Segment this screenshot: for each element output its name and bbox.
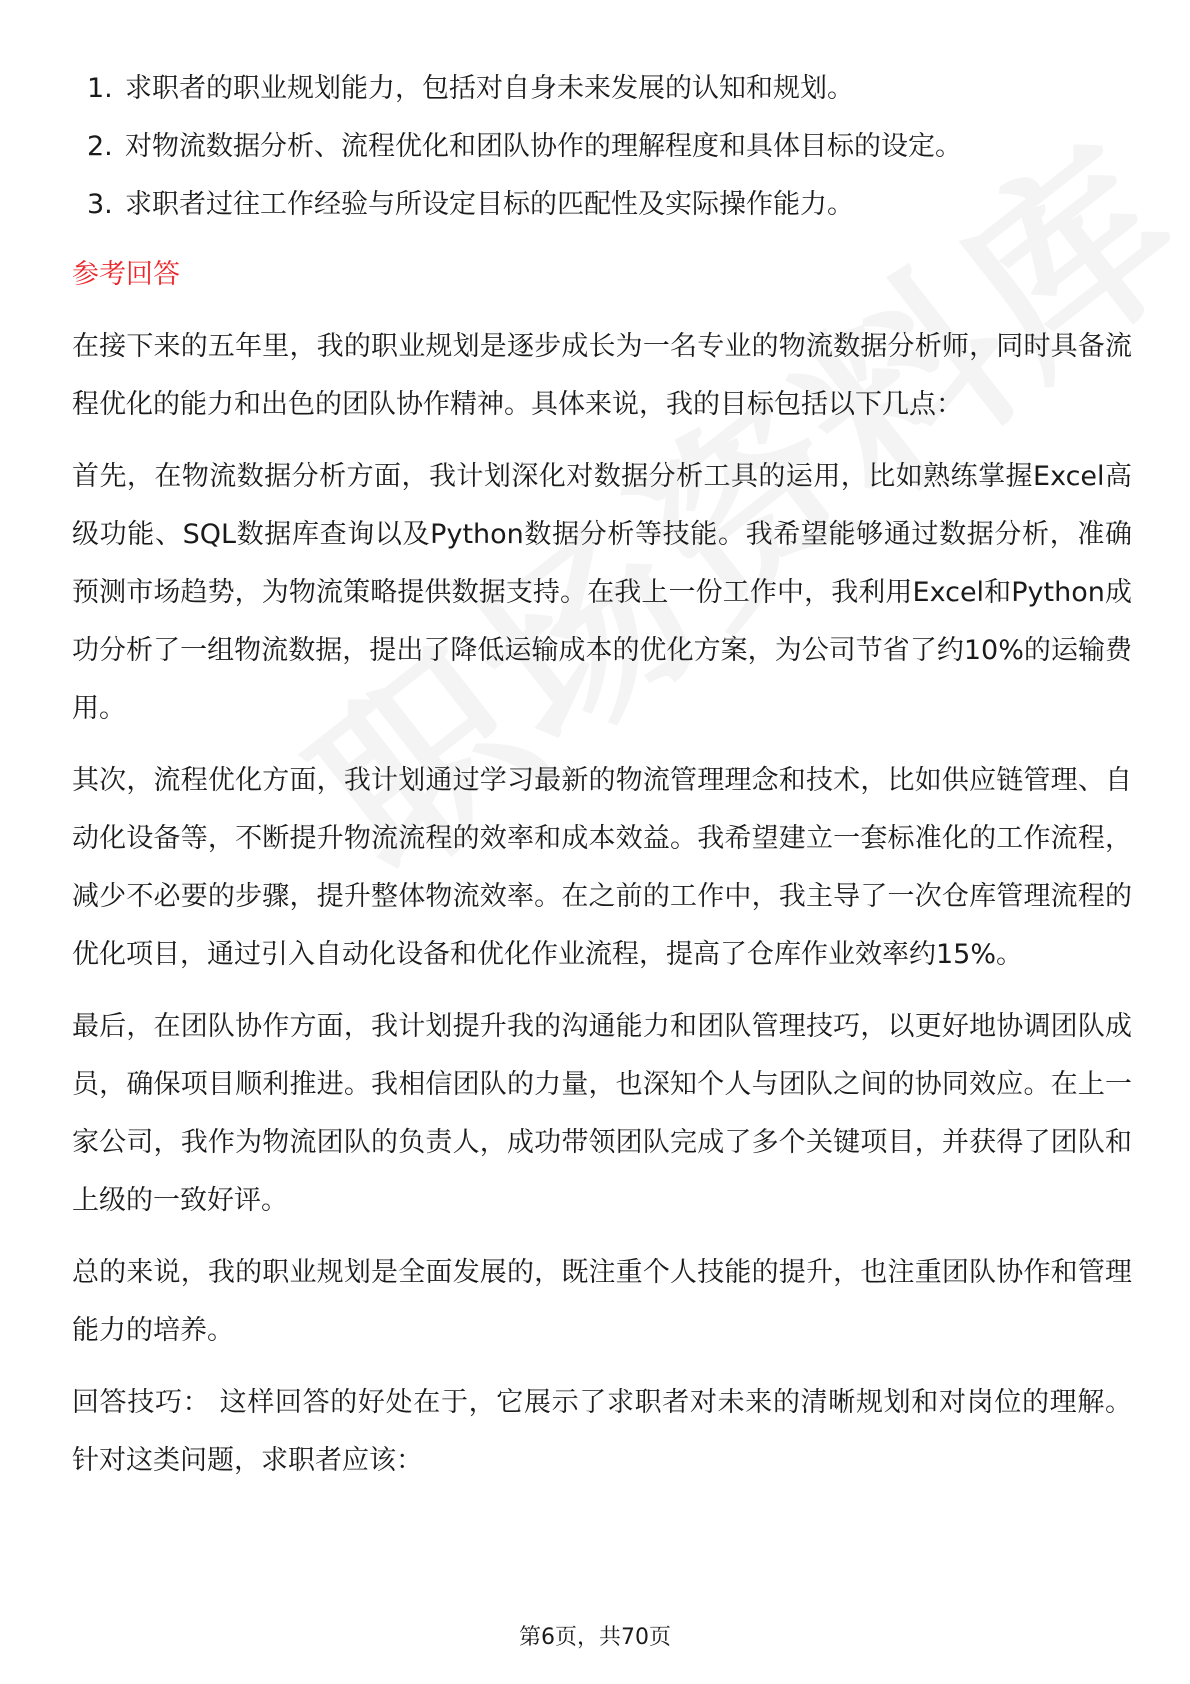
list-item (72, 118, 1132, 176)
list-item (72, 176, 1132, 234)
list-item (72, 60, 1132, 118)
list-item-number: 3. (87, 189, 113, 220)
list-item-text: 求职者的职业规划能力，包括对自身未来发展的认知和规划。 (125, 73, 854, 104)
section-title: 参考回答 (72, 259, 180, 290)
page-number: 第6页，共70页 (519, 1625, 671, 1650)
paragraph-summary: 总的来说，我的职业规划是全面发展的，既注重个人技能的提升，也注重团队协作和管理能力的培养。 (72, 1257, 1132, 1346)
paragraph-teamwork: 最后，在团队协作方面，我计划提升我的沟通能力和团队管理技巧，以更好地协调团队成员，确保项目顺利推进。我相信团队的力量，也深知个人与团队之间的协同效应。在上一家公司，我作为物流团队的负责人，成功带领团队完成了多个关键项目，并获得了团队和上级的一致好评。 (72, 1011, 1132, 1216)
list-item-number: 2. (87, 131, 113, 162)
paragraph-data-analysis: 首先，在物流数据分析方面，我计划深化对数据分析工具的运用，比如熟练掌握Excel高级功能、SQL数据库查询以及Python数据分析等技能。我希望能够通过数据分析，准确预测市场趋势，为物流策略提供数据支持。在我上一份工作中，我利用Excel和Python成功分析了一组物流数据，提出了降低运输成本的优化方案，为公司节省了约10%的运输费用。 (72, 461, 1132, 724)
criteria-list (72, 60, 1132, 234)
list-item-number: 1. (87, 73, 113, 104)
paragraph-intro: 在接下来的五年里，我的职业规划是逐步成长为一名专业的物流数据分析师，同时具备流程优化的能力和出色的团队协作精神。具体来说，我的目标包括以下几点： (72, 331, 1132, 420)
list-item-text: 求职者过往工作经验与所设定目标的匹配性及实际操作能力。 (125, 189, 854, 220)
list-item-text: 对物流数据分析、流程优化和团队协作的理解程度和具体目标的设定。 (125, 131, 962, 162)
document-page (72, 60, 1132, 1490)
paragraph-process-optimization: 其次，流程优化方面，我计划通过学习最新的物流管理理念和技术，比如供应链管理、自动化设备等，不断提升物流流程的效率和成本效益。我希望建立一套标准化的工作流程，减少不必要的步骤，提升整体物流效率。在之前的工作中，我主导了一次仓库管理流程的优化项目，通过引入自动化设备和优化作业流程，提高了仓库作业效率约15%。 (72, 765, 1132, 970)
paragraph-answer-tip: 回答技巧： 这样回答的好处在于，它展示了求职者对未来的清晰规划和对岗位的理解。针对这类问题，求职者应该： (72, 1387, 1132, 1476)
